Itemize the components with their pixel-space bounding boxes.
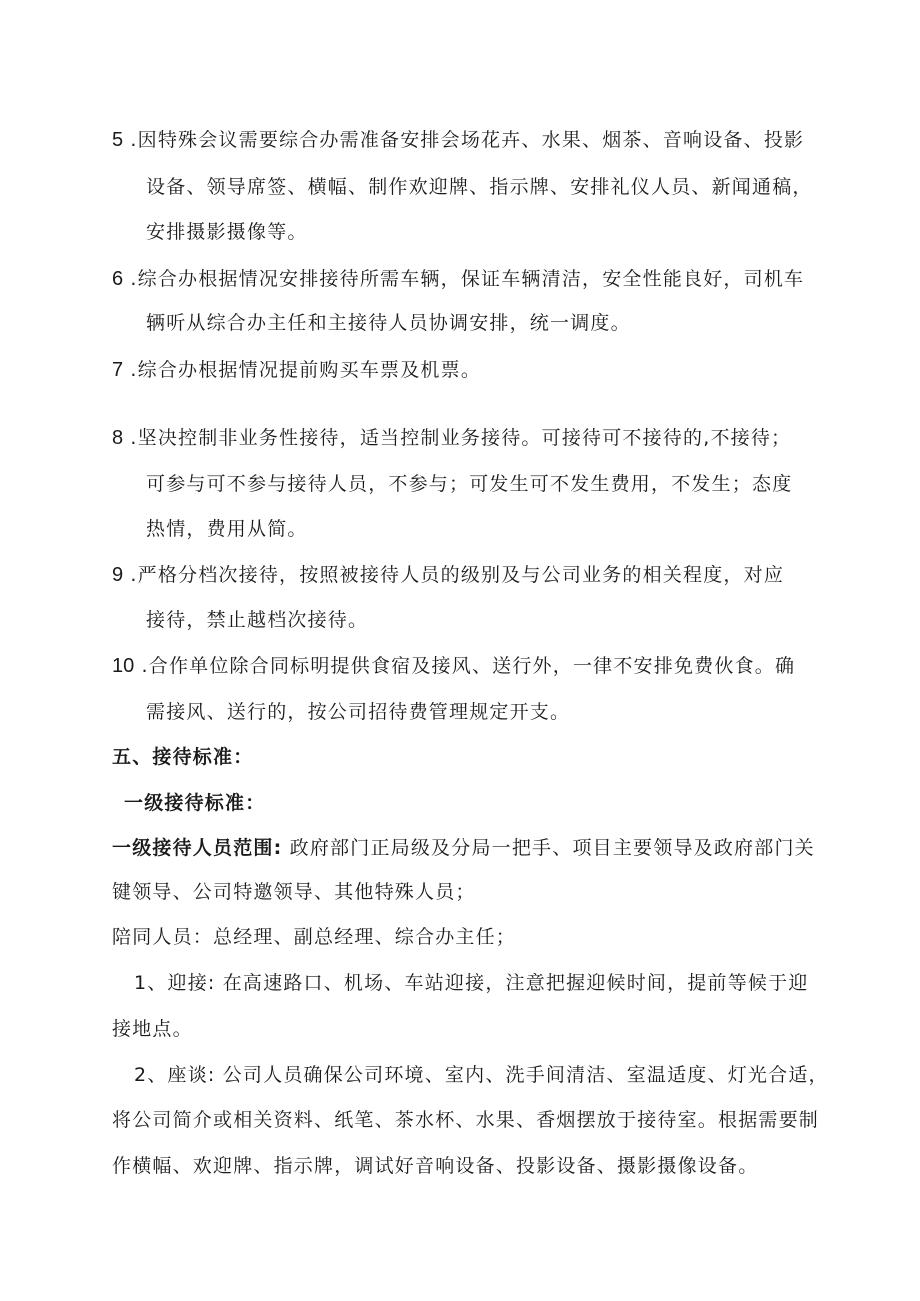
item-8-number: 8 — [112, 427, 124, 449]
item-10-text-1: .合作单位除合同标明提供食宿及接风、送行外，一律不安排免费伙食。确 — [141, 655, 796, 677]
step-2-line-3: 作横幅、欢迎牌、指示牌，调试好音响设备、投影设备、摄影摄像设备。 — [112, 1155, 759, 1177]
item-5-number: 5 — [112, 129, 124, 151]
accompany-line: 陪同人员：总经理、副总经理、综合办主任； — [112, 926, 517, 948]
step-1-line-1: 1、迎接: 在高速路口、机场、车站迎接，注意把握迎候时间，提前等候于迎 — [134, 972, 809, 994]
item-6-text-1: .综合办根据情况安排接待所需车辆，保证车辆清洁，安全性能良好，司机车 — [130, 268, 805, 290]
item-7-text-1: .综合办根据情况提前购买车票及机票。 — [130, 359, 482, 381]
item-5-line-1 — [112, 128, 804, 152]
item-9-line-2: 接待，禁止越档次接待。 — [146, 609, 369, 631]
item-8-line-3: 热情，费用从简。 — [146, 518, 308, 540]
item-9-text-1: .严格分档次接待，按照被接待人员的级别及与公司业务的相关程度，对应 — [130, 564, 785, 586]
item-9-line-1 — [112, 563, 784, 587]
item-10-number: 10 — [112, 655, 135, 677]
item-5-line-3: 安排摄影摄像等。 — [146, 221, 308, 243]
step-1-line-2: 接地点。 — [112, 1018, 193, 1040]
item-5-text-1: .因特殊会议需要综合办需准备安排会场花卉、水果、烟茶、音响设备、投影 — [130, 129, 805, 151]
step-2-line-2: 将公司简介或相关资料、纸笔、茶水杯、水果、香烟摆放于接待室。根据需要制 — [112, 1109, 820, 1131]
item-6-line-2: 辆听从综合办主任和主接待人员协调安排，统一调度。 — [146, 312, 631, 334]
scope-label: 一级接待人员范围: — [112, 837, 283, 859]
scope-text-1: 政府部门正局级及分局一把手、项目主要领导及政府部门关 — [289, 837, 815, 859]
section-title: 五、接待标准： — [112, 746, 254, 768]
scope-line-2: 键领导、公司特邀领导、其他特殊人员； — [112, 881, 476, 903]
item-7-line-1 — [112, 358, 481, 382]
item-6-number: 6 — [112, 268, 124, 290]
item-8-line-1 — [112, 426, 791, 450]
item-5-line-2: 设备、领导席签、横幅、制作欢迎牌、指示牌、安排礼仪人员、新闻通稿， — [146, 176, 813, 198]
step-2-line-1: 2、座谈: 公司人员确保公司环境、室内、洗手间清洁、室温适度、灯光合适， — [134, 1064, 829, 1086]
item-8-text-1: .坚决控制非业务性接待，适当控制业务接待。可接待可不接待的,不接待； — [130, 427, 792, 449]
scope-line-1 — [112, 836, 815, 860]
item-8-line-2: 可参与可不参与接待人员，不参与；可发生可不发生费用，不发生；态度 — [146, 473, 793, 495]
item-10-line-2: 需接风、送行的，按公司招待费管理规定开支。 — [146, 701, 571, 723]
item-6-line-1 — [112, 267, 804, 291]
item-7-number: 7 — [112, 359, 124, 381]
subsection-title: 一级接待标准： — [124, 792, 266, 814]
item-9-number: 9 — [112, 564, 124, 586]
item-10-line-1 — [112, 654, 795, 678]
